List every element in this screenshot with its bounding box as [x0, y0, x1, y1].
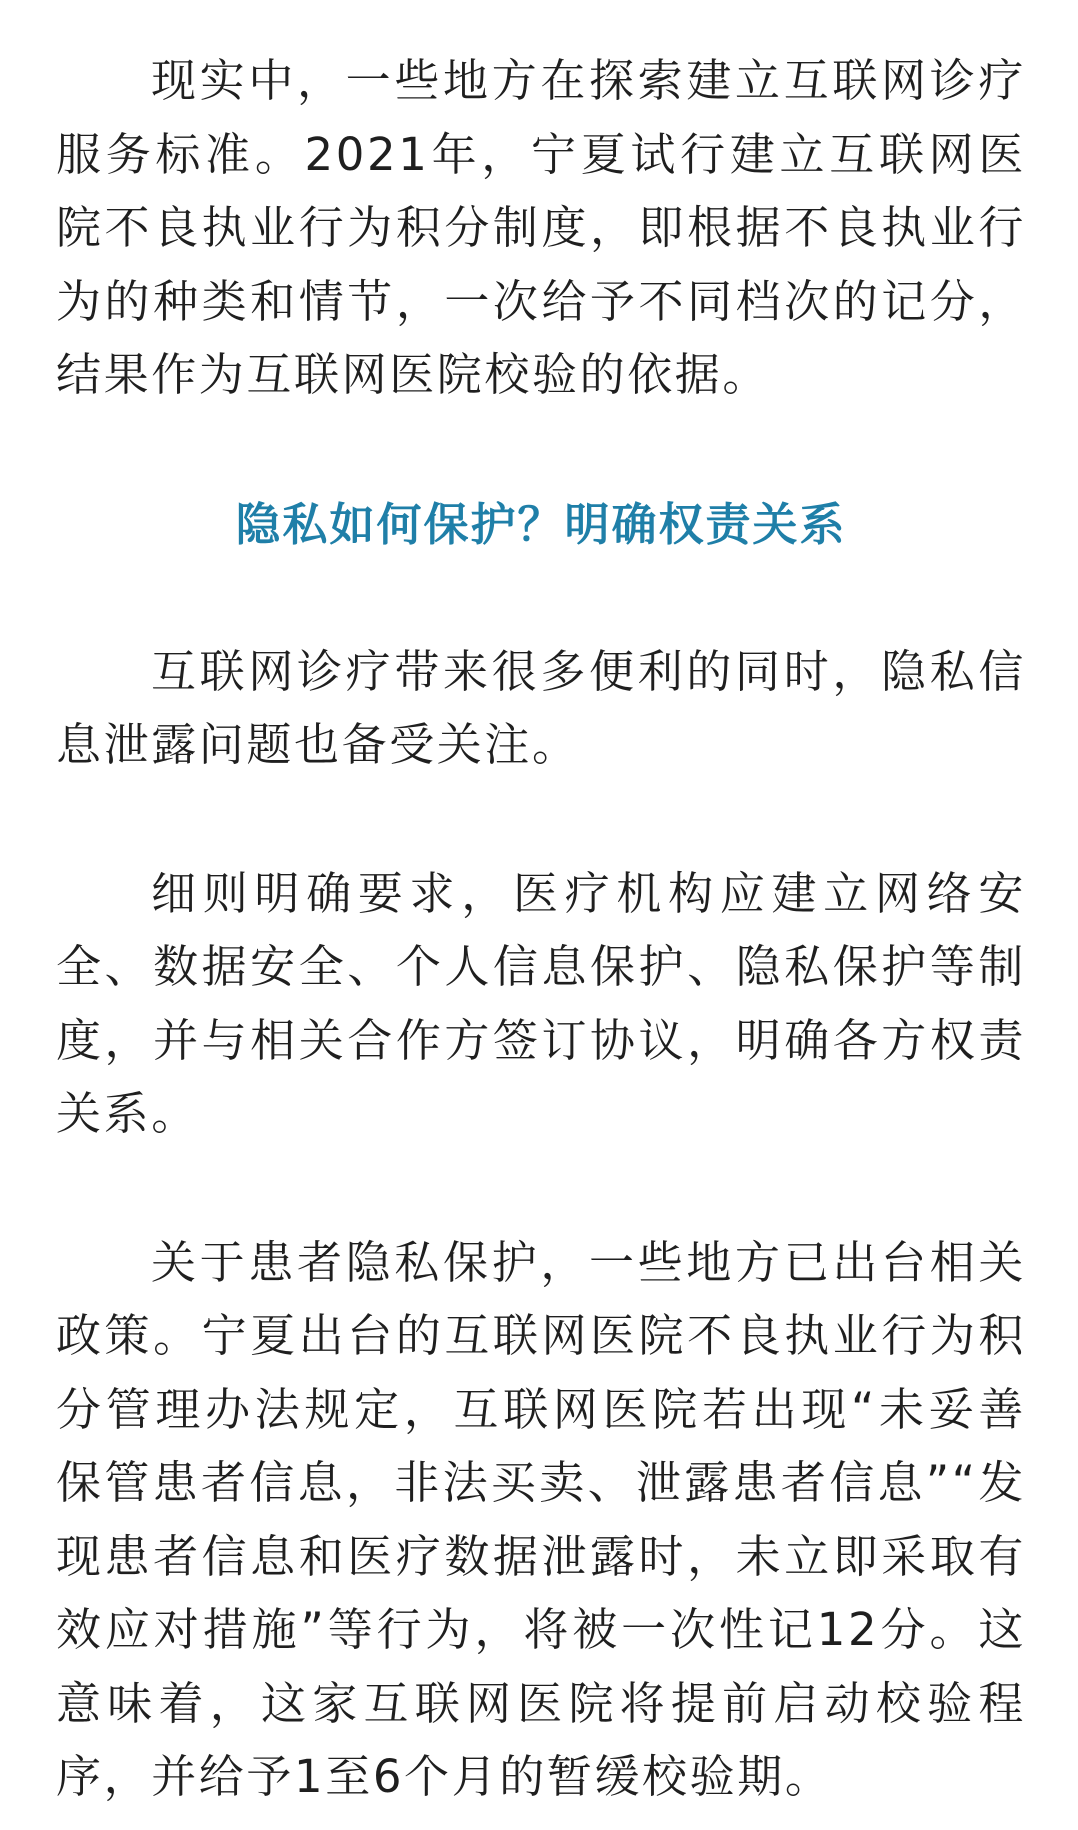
article-paragraph: 细则明确要求，医疗机构应建立网络安全、数据安全、个人信息保护、隐私保护等制度，并与相关合作方签订协议，明确各方权责关系。 — [56, 866, 1026, 1140]
article-paragraph: 关于患者隐私保护，一些地方已出台相关政策。宁夏出台的互联网医院不良执业行为积分管理办法规定，互联网医院若出现“未妥善保管患者信息，非法买卖、泄露患者信息”“发现患者信息和医疗数据泄露时，未立即采取有效应对措施”等行为，将被一次性记12分。这意味着，这家互联网医院将提前启动校验程序，并给予1至6个月的暂缓校验期。 — [56, 1235, 1026, 1803]
article-paragraph: 互联网诊疗带来很多便利的同时，隐私信息泄露问题也备受关注。 — [56, 644, 1026, 771]
article-paragraph: 现实中，一些地方在探索建立互联网诊疗服务标准。2021年，宁夏试行建立互联网医院不良执业行为积分制度，即根据不良执业行为的种类和情节，一次给予不同档次的记分，结果作为互联网医院校验的依据。 — [56, 54, 1026, 401]
section-heading: 隐私如何保护？明确权责关系 — [235, 497, 847, 551]
